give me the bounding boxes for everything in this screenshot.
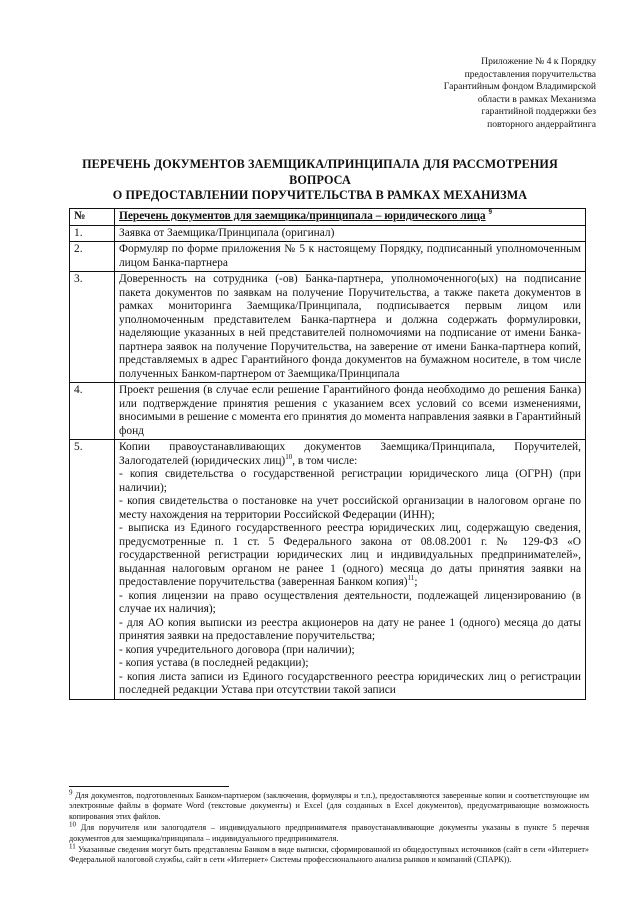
footnote-text: Указанные сведения могут быть представлены Банком в виде выписки, сформированной из общедоступных источников (сайт в сети «Интернет» Федеральной налоговой службы, сайт в сети «Интернет» Системы профессионального анализа рынков и компаний (СПАРК)). — [69, 845, 590, 865]
row-number: 5. — [70, 440, 115, 700]
title-line-2: О ПРЕДОСТАВЛЕНИИ ПОРУЧИТЕЛЬСТВА В РАМКАХ МЕХАНИЗМА — [112, 188, 528, 202]
list-item: - копия свидетельства о постановке на учет российской организации в налоговом органе по месту нахождения на территории Российской Федерации (ИНН); — [119, 495, 581, 521]
row5-intro — [119, 441, 581, 468]
row-number: 4. — [70, 383, 115, 440]
footnote — [69, 820, 589, 844]
table-row — [70, 383, 586, 440]
footnote — [69, 842, 590, 866]
list-item: - копия устава (в последней редакции); — [119, 657, 309, 669]
annex-header — [376, 56, 596, 132]
row-number: 2. — [70, 242, 115, 272]
table-row — [70, 242, 586, 272]
annex-line: гарантийной поддержки без — [481, 106, 596, 118]
annex-line: Гарантийным фондом Владимирской — [443, 81, 596, 93]
row-text: Доверенность на сотрудника (-ов) Банка-партнера, уполномоченного(ых) на подписание пакета документов по заявкам на получение Поручительства, а также пакета документов в рамках мониторинга Заемщика/Принципала, подписывается первым лицом или уполномоченным представителем Банка-партнера и должна содержать формулировки, наделяющие указанных в ней представителей полномочиями на подписание от имени Банка-партнера заявок на получение Поручительства, на заверение от имени Банка-партнера копий, представляемых в адрес Гарантийного фонда документов на бумажном носителе, в том числе полученных Банком-партнером от Заемщика/Принципала — [115, 272, 586, 383]
list-item: - копия свидетельства о государственной регистрации юридического лица (ОГРН) (при наличии); — [119, 468, 581, 494]
list-item: - копия листа записи из Единого государственного реестра юридических лиц о регистрации последней редакции Устава при отсутствии такой записи — [119, 670, 581, 696]
footnote-ref: 11 — [407, 574, 415, 583]
row-number: 1. — [70, 225, 115, 242]
column-header-number: № — [70, 209, 115, 226]
list-item — [119, 522, 581, 590]
table-row — [70, 440, 586, 700]
document-title — [60, 157, 580, 204]
column-header-documents — [115, 209, 586, 226]
footnote-mark: 11 — [69, 842, 76, 851]
footnote-divider — [69, 786, 229, 787]
list-item: - копия учредительного договора (при наличии); — [119, 643, 355, 656]
list-item-tail: ; — [414, 576, 418, 588]
list-item-text: - выписка из Единого государственного реестра юридических лиц, содержащую сведения, предусмотренные п. 1 ст. 5 Федерального закона от 08.08.2001 г. № 129-ФЗ «О государственной регистрации юридических лиц и индивидуальных предпринимателей», выданная налоговым органом не ранее 1 (одного) месяца до даты принятия заявки на предоставление поручительства (заверенная Банком копия) — [119, 522, 581, 588]
footnote-text: Для документов, подготовленных Банком-партнером (заключения, формуляры и т.п.), предоставляются заверенные копии и соответствующие им электронные файлы в формате Word (текстовые документы) и Excel (для созданных в Excel документов), предусматривающие возможность копирования этих файлов. — [69, 791, 590, 821]
row5-intro-tail: , в том числе: — [292, 454, 358, 467]
row5-intro-text: Копии правоустанавливающих документов Заемщика/Принципала, Поручителей, Залогодателей (юридических лиц) — [119, 441, 581, 467]
annex-line: Приложение № 4 к Порядку — [481, 56, 596, 67]
row-text: Проект решения (в случае если решение Гарантийного фонда необходимо до решения Банка) или подтверждение принятия решения с указанием всех условий со всеми изменениями, вносимыми в решение с момента его принятия до момента направления заявки в Гарантийный фонд — [115, 383, 586, 440]
footnote-mark: 9 — [69, 788, 73, 797]
list-item: - копия лицензии на право осуществления деятельности, подлежащей лицензированию (в случае их наличия); — [119, 589, 581, 615]
footnotes — [69, 788, 590, 867]
footnote — [69, 788, 590, 822]
documents-table — [69, 208, 586, 700]
footnote-text: Для поручителя или залогодателя – индивидуального предпринимателя правоустанавливающие документы указаны в пункте 5 перечня документов для заемщика/принципала – индивидуального предпринимателя. — [69, 823, 589, 843]
annex-line: предоставления поручительства — [464, 68, 596, 80]
footnote-mark: 10 — [69, 820, 76, 829]
list-item: - для АО копия выписки из реестра акционеров на дату не ранее 1 (одного) месяца до даты принятия заявки на предоставление поручительства; — [119, 616, 581, 642]
column-header-documents-label: Перечень документов для заемщика/принципала – юридического лица — [119, 210, 486, 222]
annex-line: повторного андеррайтинга — [487, 118, 596, 130]
title-line-1: ПЕРЕЧЕНЬ ДОКУМЕНТОВ ЗАЕМЩИКА/ПРИНЦИПАЛА ДЛЯ РАССМОТРЕНИЯ ВОПРОСА — [82, 157, 558, 187]
table-row — [70, 225, 586, 242]
row-number: 3. — [70, 272, 115, 383]
row-text: Заявка от Заемщика/Принципала (оригинал) — [115, 225, 586, 242]
table-header-row — [70, 209, 586, 226]
footnote-ref: 10 — [285, 452, 293, 461]
row-text — [115, 440, 586, 700]
annex-line: области в рамках Механизма — [477, 93, 596, 105]
row-text: Формуляр по форме приложения № 5 к настоящему Порядку, подписанный уполномоченным лицом Банка-партнера — [115, 242, 586, 272]
table-row — [70, 272, 586, 383]
footnote-ref: 9 — [488, 208, 492, 217]
